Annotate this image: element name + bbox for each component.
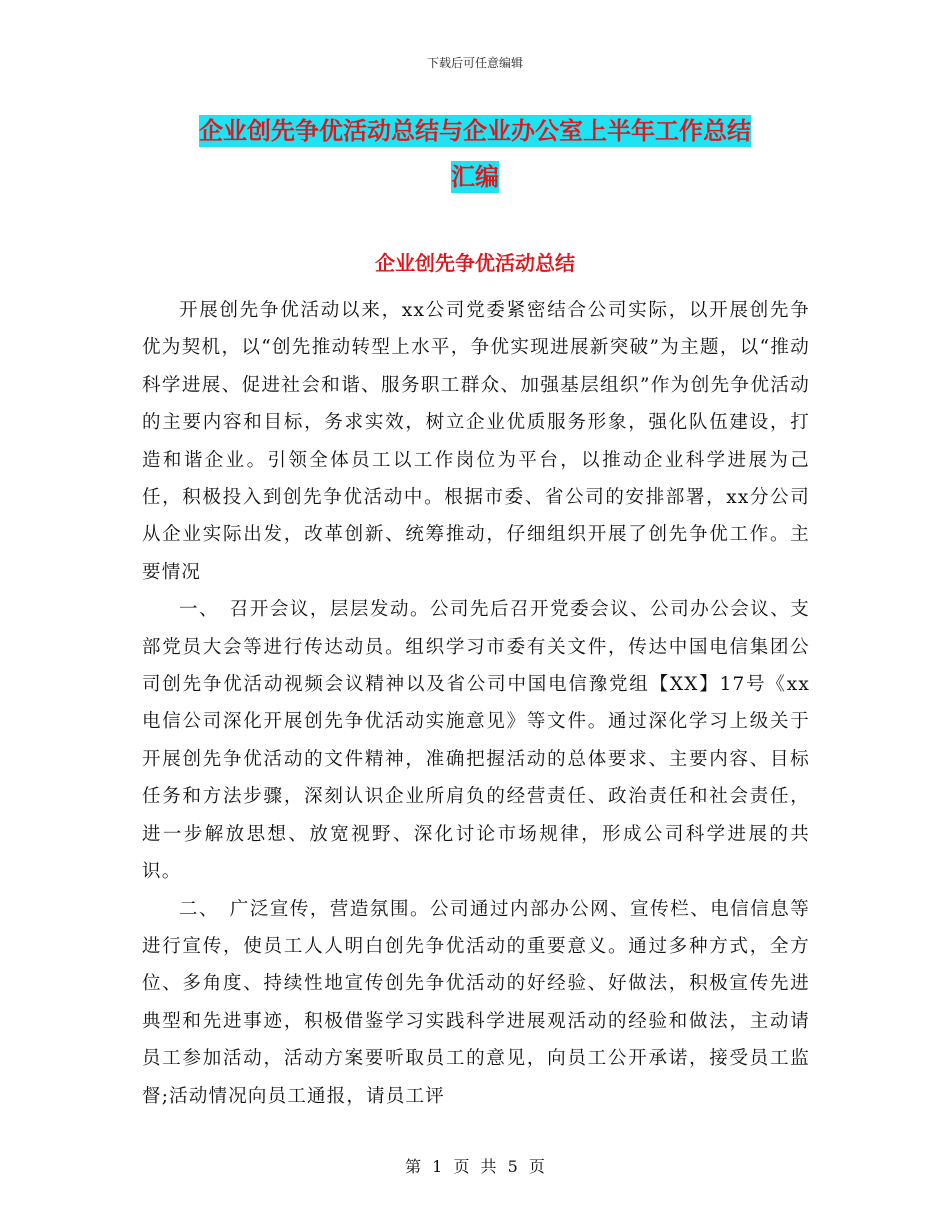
title-line-2: 汇编: [451, 163, 499, 191]
document-title: [0, 108, 950, 200]
title-line-1: 企业创先争优活动总结与企业办公室上半年工作总结: [199, 117, 751, 145]
paragraph-one: 一、 召开会议，层层发动。公司先后召开党委会议、公司办公会议、支部党员大会等进行传达动员。组织学习市委有关文件，传达中国电信集团公司创先争优活动视频会议精神以及省公司中国电信豫党组【XX】17号《xx电信公司深化开展创先争优活动实施意见》等文件。通过深化学习上级关于开展创先争优活动的文件精神，准确把握活动的总体要求、主要内容、目标任务和方法步骤，深刻认识企业所肩负的经营责任、政治责任和社会责任，进一步解放思想、放宽视野、深化讨论市场规律，形成公司科学进展的共识。: [142, 599, 810, 883]
paragraph-two: 二、 广泛宣传，营造氛围。公司通过内部办公网、宣传栏、电信信息等进行宣传，使员工人人明白创先争优活动的重要意义。通过多种方式，全方位、多角度、持续性地宣传创先争优活动的好经验、好做法，积极宣传先进典型和先进事迹，积极借鉴学习实践科学进展观活动的经验和做法，主动请员工参加活动，活动方案要听取员工的意见，向员工公开承诺，接受员工监督;活动情况向员工通报，请员工评: [142, 898, 810, 1107]
header-note: 下载后可任意编辑: [426, 56, 523, 70]
section-title: 企业创先争优活动总结: [375, 251, 575, 275]
paragraph-intro: 开展创先争优活动以来，xx公司党委紧密结合公司实际，以开展创先争优为契机，以“创先推动转型上水平，争优实现进展新突破”为主题，以“推动科学进展、促进社会和谐、服务职工群众、加强基层组织”作为创先争优活动的主要内容和目标，务求实效，树立企业优质服务形象，强化队伍建设，打造和谐企业。引领全体员工以工作岗位为平台，以推动企业科学进展为己任，积极投入到创先争优活动中。根据市委、省公司的安排部署，xx分公司从企业实际出发，改革创新、统筹推动，仔细组织开展了创先争优工作。主要情况: [142, 300, 810, 583]
body-text: [142, 292, 810, 1115]
page-indicator: 第 1 页 共 5 页: [405, 1157, 545, 1176]
